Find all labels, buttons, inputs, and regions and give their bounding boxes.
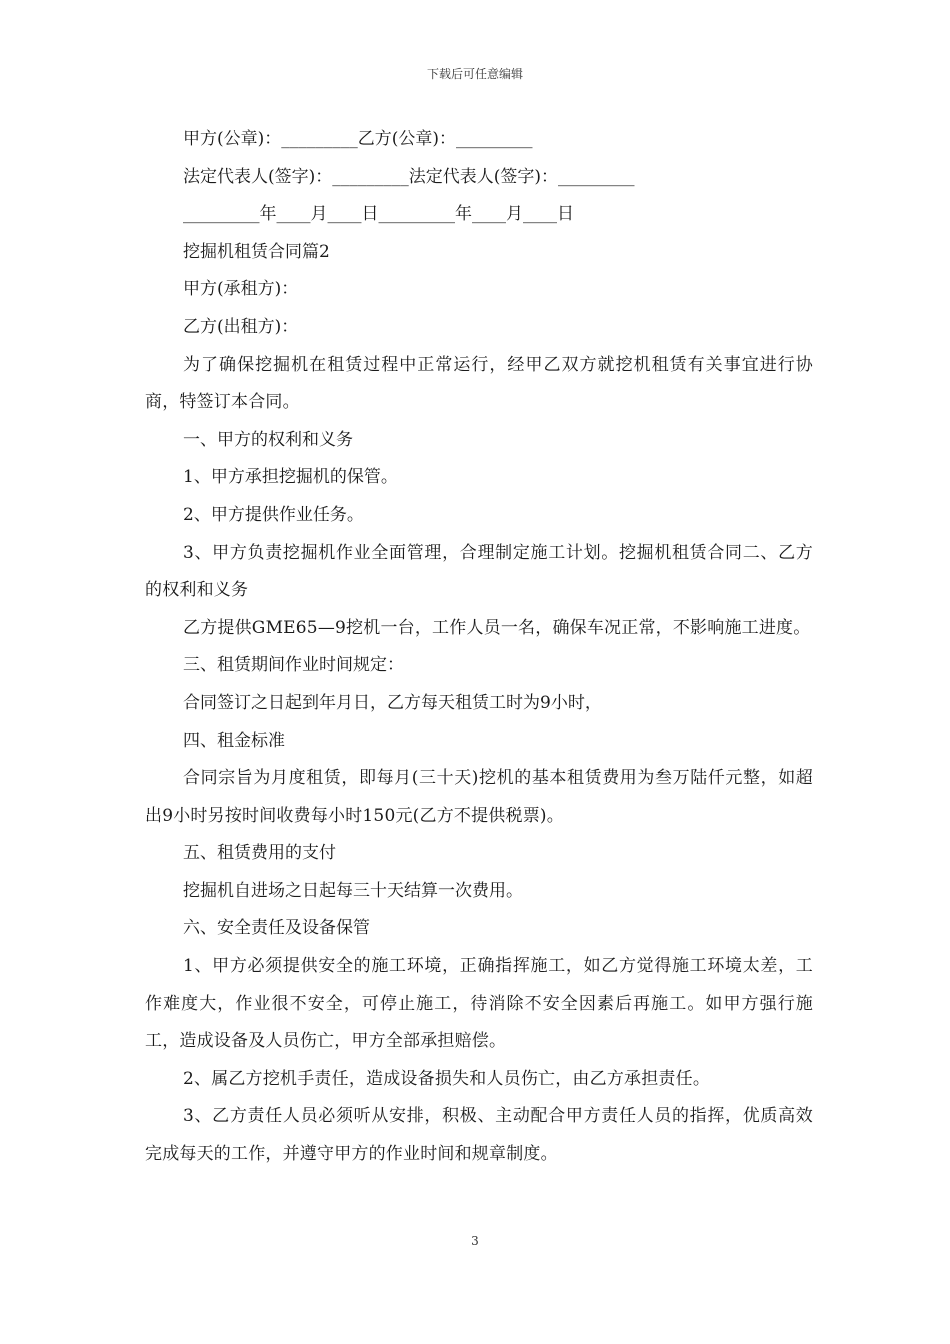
section4-body: 合同宗旨为月度租赁，即每月(三十天)挖机的基本租赁费用为叁万陆仟元整，如超出9小时另按时间收费每小时150元(乙方不提供税票)。 — [145, 768, 813, 826]
contract-title: 挖掘机租赁合同篇2 — [183, 241, 330, 262]
section6-heading: 六、安全责任及设备保管 — [183, 918, 370, 939]
section3-heading: 三、租赁期间作业时间规定： — [183, 655, 404, 676]
section2-body: 乙方提供GME65—9挖机一台，工作人员一名，确保车况正常，不影响施工进度。 — [183, 617, 811, 638]
section1-item1: 1、甲方承担挖掘机的保管。 — [183, 467, 398, 488]
page-footer — [0, 1233, 950, 1249]
intro-paragraph: 为了确保挖掘机在租赁过程中正常运行，经甲乙双方就挖机租赁有关事宜进行协商，特签订本合同。 — [145, 354, 813, 413]
party-b-line: 乙方(出租方)： — [183, 316, 299, 337]
page-number: 3 — [471, 1234, 479, 1248]
section1-item3: 3、甲方负责挖掘机作业全面管理，合理制定施工计划。挖掘机租赁合同二、乙方的权利和义务 — [145, 542, 813, 601]
section1-heading: 一、甲方的权利和义务 — [183, 429, 353, 450]
signature-dates-line: _________年____月____日_________年____月____日 — [183, 204, 574, 225]
section6-item2: 2、属乙方挖机手责任，造成设备损失和人员伤亡，由乙方承担责任。 — [183, 1068, 711, 1089]
party-a-line: 甲方(承租方)： — [183, 279, 299, 300]
section1-item2: 2、甲方提供作业任务。 — [183, 504, 364, 525]
document-body — [145, 121, 813, 1174]
header-text: 下载后可任意编辑 — [426, 67, 523, 81]
section3-body: 合同签订之日起到年月日，乙方每天租赁工时为9小时， — [183, 692, 602, 713]
signature-legal-reps-line: 法定代表人(签字)：_________法定代表人(签字)：_________ — [183, 166, 635, 187]
signature-seals-line: 甲方(公章)：_________乙方(公章)：_________ — [183, 129, 533, 149]
section6-item1: 1、甲方必须提供安全的施工环境，正确指挥施工，如乙方觉得施工环境太差，工作难度大，作业很不安全，可停止施工，待消除不安全因素后再施工。如甲方强行施工，造成设备及人员伤亡，甲方全部承担赔偿。 — [145, 956, 813, 1052]
section6-item3: 3、乙方责任人员必须听从安排，积极、主动配合甲方责任人员的指挥，优质高效完成每天的工作，并遵守甲方的作业时间和规章制度。 — [145, 1106, 813, 1165]
page-header — [0, 66, 950, 82]
section4-heading: 四、租金标准 — [183, 730, 285, 751]
section5-heading: 五、租赁费用的支付 — [183, 843, 336, 864]
section5-body: 挖掘机自进场之日起每三十天结算一次费用。 — [183, 880, 523, 901]
